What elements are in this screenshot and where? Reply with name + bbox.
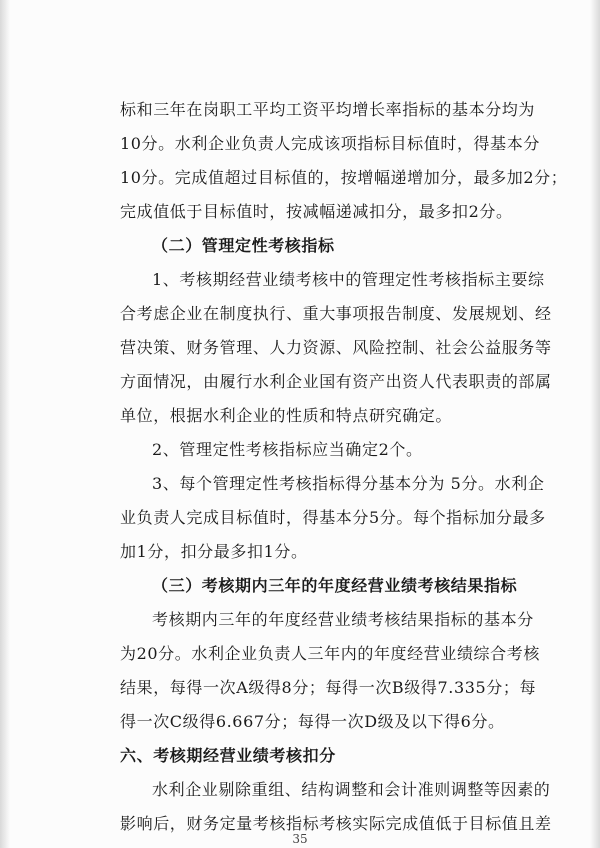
section-heading-2: （二）管理定性考核指标 xyxy=(152,236,335,255)
text-line-13: 业负责人完成目标值时，得基本分5分。每个指标加分最多 xyxy=(120,508,546,527)
text-line-17: 为20分。水利企业负责人三年内的年度经营业绩综合考核 xyxy=(120,644,540,663)
text-line-2: 10分。水利企业负责人完成该项指标目标值时，得基本分 xyxy=(120,134,540,153)
text-line-7: 合考虑企业在制度执行、重大事项报告制度、发展规划、经 xyxy=(120,304,552,323)
text-line-10: 单位，根据水利企业的性质和特点研究确定。 xyxy=(120,406,453,425)
text-line-14: 加1分，扣分最多扣1分。 xyxy=(120,542,308,561)
text-line-6: 1、考核期经营业绩考核中的管理定性考核指标主要综 xyxy=(152,270,545,289)
section-heading-six: 六、考核期经营业绩考核扣分 xyxy=(120,746,336,765)
text-line-1: 标和三年在岗职工平均工资平均增长率指标的基本分均为 xyxy=(120,100,536,119)
text-line-8: 营决策、财务管理、人力资源、风险控制、社会公益服务等 xyxy=(120,338,552,357)
text-line-21: 水利企业剔除重组、结构调整和会计准则调整等因素的 xyxy=(152,780,551,799)
text-line-22: 影响后，财务定量考核指标考核实际完成值低于目标值且差 xyxy=(120,814,552,833)
section-heading-3: （三）考核期内三年的年度经营业绩考核结果指标 xyxy=(152,576,518,595)
text-line-9: 方面情况，由履行水利企业国有资产出资人代表职责的部属 xyxy=(120,372,552,391)
text-line-18: 结果，每得一次A级得8分；每得一次B级得7.335分；每 xyxy=(120,678,537,697)
text-line-11: 2、管理定性考核指标应当确定2个。 xyxy=(152,440,423,459)
text-line-19: 得一次C级得6.667分；每得一次D级及以下得6分。 xyxy=(120,712,505,731)
text-line-4: 完成值低于目标值时，按减幅递减扣分，最多扣2分。 xyxy=(120,202,513,221)
page-number: 35 xyxy=(292,832,308,846)
text-line-3: 10分。完成值超过目标值的，按增幅递增加分，最多加2分； xyxy=(120,168,568,187)
text-line-16: 考核期内三年的年度经营业绩考核结果指标的基本分 xyxy=(152,610,534,629)
text-line-12: 3、每个管理定性考核指标得分基本分为 5分。水利企 xyxy=(152,474,545,493)
